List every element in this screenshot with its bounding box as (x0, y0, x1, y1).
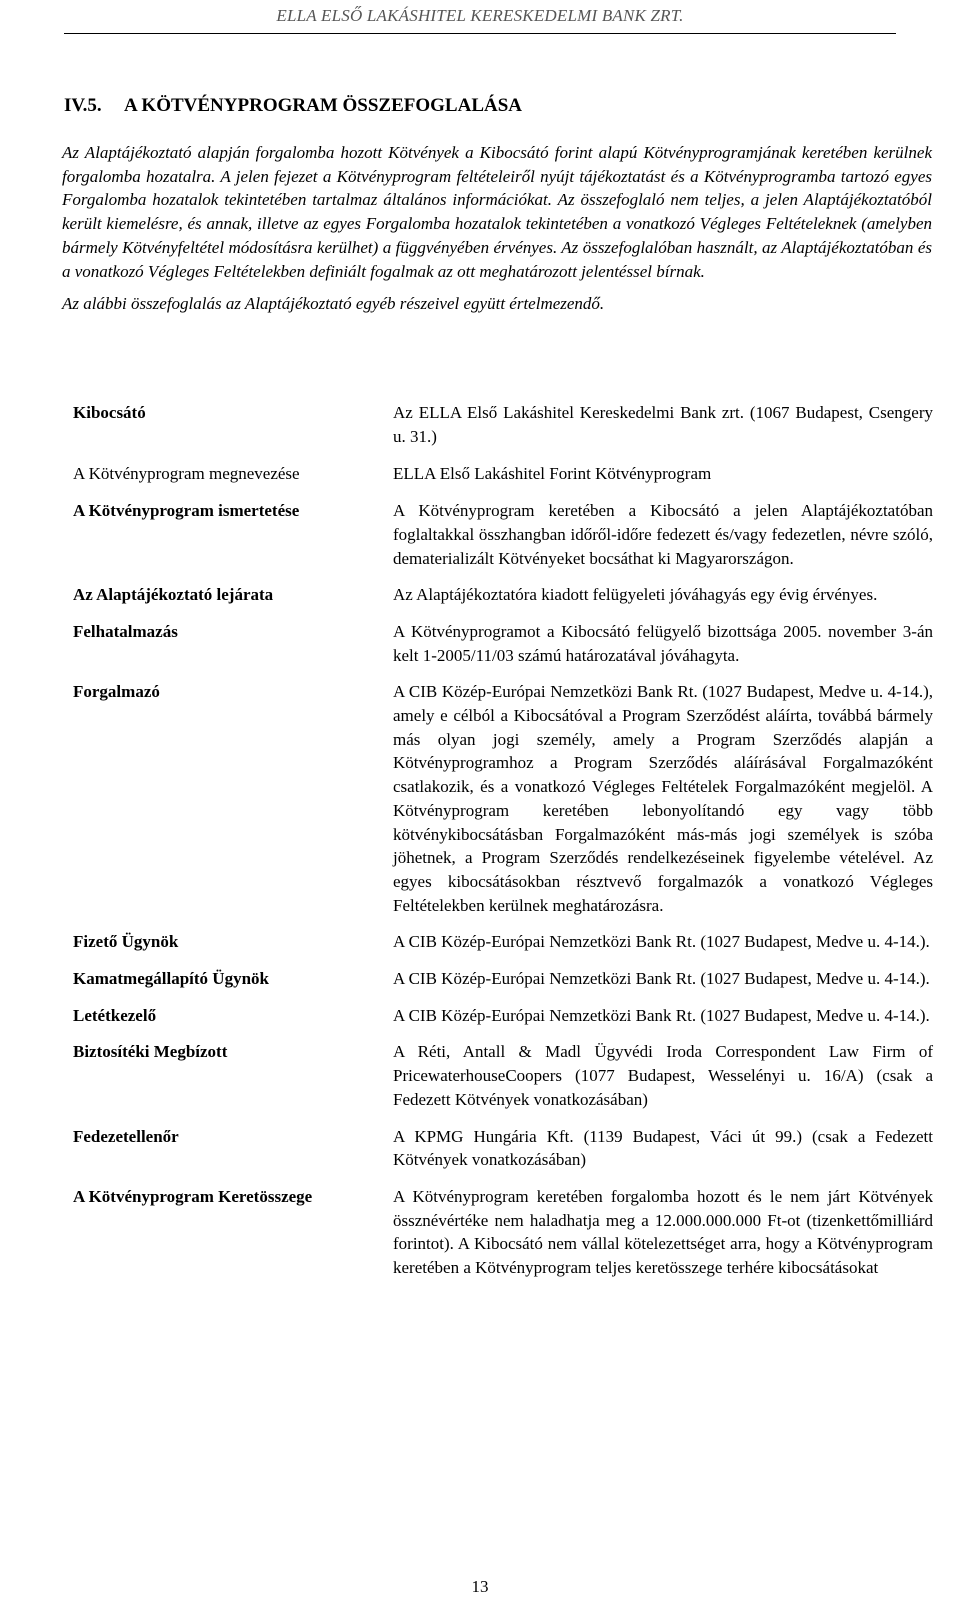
running-header: ELLA ELSŐ LAKÁSHITEL KERESKEDELMI BANK ZRT. (276, 6, 684, 25)
definition-value: A Réti, Antall & Madl Ügyvédi Iroda Correspondent Law Firm of PricewaterhouseCoopers (1077 Budapest, Wesselényi u. 16/A) (csak a Fedezett Kötvények vonatkozásában) (393, 1042, 933, 1109)
definition-row (73, 930, 933, 954)
definition-value: A Kötvényprogram keretében a Kibocsátó a jelen Alaptájékoztatóban foglaltakkal összhangban időről-időre fedezett és/vagy fedezetlen, névre szóló, dematerializált Kötvényeket bocsáthat ki Magyarországon. (393, 501, 933, 568)
definition-value: Az ELLA Első Lakáshitel Kereskedelmi Bank zrt. (1067 Budapest, Csengery u. 31.) (393, 403, 933, 446)
definition-row (73, 1004, 933, 1028)
definition-value: A Kötvényprogram keretében forgalomba hozott és le nem járt Kötvények össznévértéke nem haladhatja meg a 12.000.000.000 Ft-ot (tizenkettőmilliárd forintot). A Kibocsátó nem vállal kötelezettséget arra, hogy a Kötvényprogram keretében a Kötvényprogram teljes keretösszege terhére kibocsátásokat (393, 1186, 933, 1278)
definition-term: A Kötvényprogram ismertetése (73, 501, 300, 521)
definition-value: ELLA Első Lakáshitel Forint Kötvényprogram (393, 464, 712, 484)
definition-row (73, 499, 933, 570)
definition-value: A KPMG Hungária Kft. (1139 Budapest, Váci út 99.) (csak a Fedezett Kötvények vonatkozásában) (393, 1126, 933, 1170)
definition-row (73, 620, 933, 667)
intro-text (62, 141, 932, 316)
definition-term: Biztosítéki Megbízott (73, 1042, 228, 1062)
definition-term: Letétkezelő (73, 1005, 157, 1025)
intro-paragraph: Az Alaptájékoztató alapján forgalomba hozott Kötvények a Kibocsátó forint alapú Kötvényprogramjának keretében kerülnek forgalomba hozatalra. A jelen fejezet a Kötvényprogram feltételeiről nyújt tájékoztatást és a Kötvényprogramba tartozó egyes Forgalomba hozatalok tekintetében tartalmaz általános információkat. Az összefoglaló nem teljes, a jelen Alaptájékoztatóból került kiemelésre, és annak, illetve az egyes Forgalomba hozatalok tekintetében a vonatkozó Végleges Feltételeknek (amelyben bármely Kötvényfeltétel módosításra kerülhet) a függvényében érvényes. Az összefoglalóban használt, az Alaptájékoztatóban és a vonatkozó Végleges Feltételekben definiált fogalmak az ott meghatározott jelentéssel bírnak. (62, 143, 932, 281)
definition-value: A CIB Közép-Európai Nemzetközi Bank Rt. (1027 Budapest, Medve u. 4-14.). (393, 932, 930, 952)
header-divider (64, 33, 896, 34)
section-number: IV.5. (64, 95, 102, 116)
definition-row (73, 462, 933, 486)
definition-value: A CIB Közép-Európai Nemzetközi Bank Rt. (1027 Budapest, Medve u. 4-14.). (393, 969, 930, 989)
definition-term: A Kötvényprogram Keretösszege (73, 1186, 313, 1206)
definition-term: A Kötvényprogram megnevezése (73, 464, 300, 484)
definition-term: Felhatalmazás (73, 621, 178, 641)
definition-row (73, 1125, 933, 1172)
definition-term: Fedezetellenőr (73, 1126, 179, 1146)
definition-term: Az Alaptájékoztató lejárata (73, 585, 274, 605)
definition-row (73, 401, 933, 448)
definition-value: A Kötvényprogramot a Kibocsátó felügyelő bizottsága 2005. november 3-án kelt 1-2005/11/03 számú határozatával jóváhagyta. (393, 621, 933, 665)
definition-value: Az Alaptájékoztatóra kiadott felügyeleti jóváhagyás egy évig érvényes. (393, 585, 878, 605)
definition-row (73, 583, 933, 607)
definition-term: Kibocsátó (73, 403, 146, 422)
definition-row (73, 1040, 933, 1111)
definition-term: Kamatmegállapító Ügynök (73, 969, 269, 989)
section-title: A KÖTVÉNYPROGRAM ÖSSZEFOGLALÁSA (124, 95, 522, 116)
definition-row (73, 1185, 933, 1280)
definition-term: Fizető Ügynök (73, 932, 179, 952)
definition-value: A CIB Közép-Európai Nemzetközi Bank Rt. (1027 Budapest, Medve u. 4-14.), amely e célból a Kibocsátóval a Program Szerződést aláírta, továbbá bármely más olyan jogi személy, amely a Program Szerződés alapján a Kötvényprogramhoz a Program Szerződés aláírásával Forgalmazóként csatlakozik, és a vonatkozó Végleges Feltételek Forgalmazóként megjelöl. A Kötvényprogram keretében lebonyolítandó egy vagy több kötvénykibocsátásban Forgalmazóként más-más jogi személyek is szóba jöhetnek, a Program Szerződés rendelkezéseinek figyelembe vételével. Az egyes kibocsátásokban résztvevő forgalmazók a vonatkozó Végleges Feltételekben kerülnek meghatározásra. (393, 682, 933, 915)
page-number: 13 (471, 1577, 489, 1596)
definition-term: Forgalmazó (73, 682, 160, 702)
definitions-table (73, 401, 933, 1280)
definition-row (73, 967, 933, 991)
definition-row (73, 680, 933, 917)
section-heading (64, 95, 904, 117)
definition-value: A CIB Közép-Európai Nemzetközi Bank Rt. (1027 Budapest, Medve u. 4-14.). (393, 1005, 930, 1025)
intro-note: Az alábbi összefoglalás az Alaptájékoztató egyéb részeivel együtt értelmezendő. (62, 294, 605, 314)
